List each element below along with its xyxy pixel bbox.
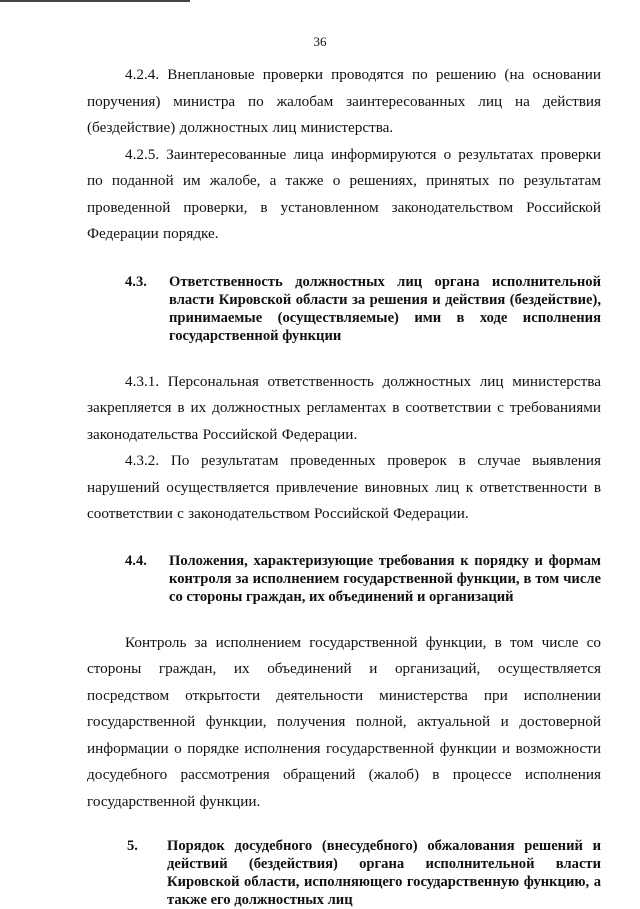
paragraph-4-2-4: 4.2.4. Внеплановые проверки проводятся по решению (на основании поручения) министра по жалобам заинтересованных лиц на действия (бездействие) должностных лиц министерства. — [87, 66, 601, 136]
paragraph-4-2-5: 4.2.5. Заинтересованные лица информируются о результатах проверки по поданной им жалобе, а также о решениях, принятых по результатам проведенной проверки, в установленном законодательством Российской Федерации порядке. — [87, 145, 601, 242]
document-body — [87, 62, 601, 909]
heading-5 — [87, 837, 601, 909]
heading-number: 5. — [127, 838, 138, 854]
top-rule — [0, 0, 190, 2]
heading-text: Ответственность должностных лиц органа исполнительной власти Кировской области за решения и действия (бездействие), принимаемые (осуществляемые) ими в ходе исполнения государственной функции — [169, 273, 601, 344]
paragraph-4-4: Контроль за исполнением государственной функции, в том числе со стороны граждан, их объединений и организаций, осуществляется посредством открытости деятельности министерства при исполнении государственной функции, получения полной, актуальной и достоверной информации о порядке исполнения государственной функции и возможности досудебного рассмотрения обращений (жалоб) в процессе исполнения государственной функции. — [87, 633, 601, 810]
paragraph-4-3-1: 4.3.1. Персональная ответственность должностных лиц министерства закрепляется в их должностных регламентах в соответствии с требованиями законодательства Российской Федерации. — [87, 372, 601, 443]
heading-number: 4.3. — [125, 273, 147, 290]
heading-number: 4.4. — [125, 552, 147, 569]
heading-text: Положения, характеризующие требования к порядку и формам контроля за исполнением государственной функции, в том числе со стороны граждан, их объединений и организаций — [169, 552, 601, 605]
paragraph-4-3-2: 4.3.2. По результатам проведенных проверок в случае выявления нарушений осуществляется привлечение виновных лиц к ответственности в соответствии с законодательством Российской Федерации. — [87, 452, 601, 522]
heading-4-3 — [87, 273, 601, 345]
heading-4-4 — [87, 552, 601, 606]
heading-text: Порядок досудебного (внесудебного) обжалования решений и действий (бездействия) органа исполнительной власти Кировской области, исполняющего государственную функцию, а также его должностных лиц — [167, 838, 601, 908]
page-number: 36 — [313, 34, 327, 49]
